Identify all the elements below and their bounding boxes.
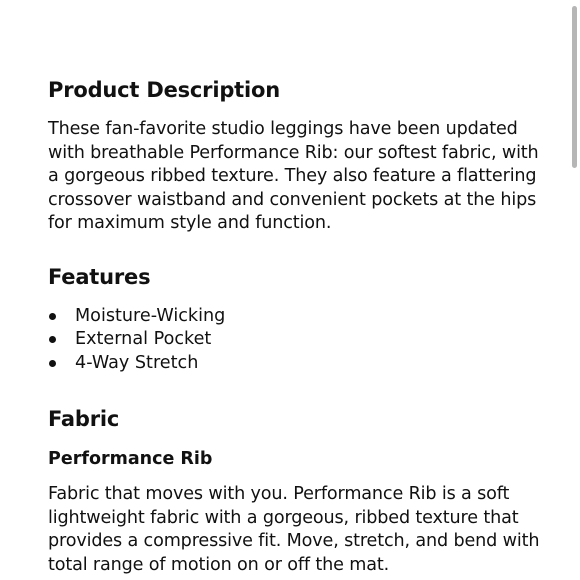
feature-label: 4-Way Stretch bbox=[75, 352, 199, 373]
vertical-scrollbar[interactable] bbox=[572, 6, 577, 168]
product-details bbox=[48, 76, 548, 577]
bullet-icon bbox=[48, 336, 75, 343]
feature-label: External Pocket bbox=[75, 329, 212, 349]
features-list bbox=[48, 305, 548, 376]
bullet-icon bbox=[48, 360, 75, 367]
feature-item bbox=[48, 305, 548, 329]
product-description-heading: Product Description bbox=[48, 78, 280, 102]
fabric-heading: Fabric bbox=[48, 407, 120, 431]
fabric-subheading: Performance Rib bbox=[48, 449, 213, 469]
feature-item bbox=[48, 328, 548, 352]
product-description-text: These fan-favorite studio leggings have been updated with breathable Performance Rib: our softest fabric, with a gorgeous ribbed texture. They also feature a flattering crossover waistband and convenient pockets at the hips for maximum style and function. bbox=[48, 119, 539, 233]
feature-item bbox=[48, 352, 548, 376]
feature-label: Moisture-Wicking bbox=[75, 305, 226, 326]
fabric-description-text: Fabric that moves with you. Performance Rib is a soft lightweight fabric with a gorgeous, ribbed texture that provides a compressive fit. Move, stretch, and bend with total range of motion on or off the mat. bbox=[48, 484, 540, 575]
bullet-icon bbox=[48, 313, 75, 320]
features-heading: Features bbox=[48, 264, 151, 289]
